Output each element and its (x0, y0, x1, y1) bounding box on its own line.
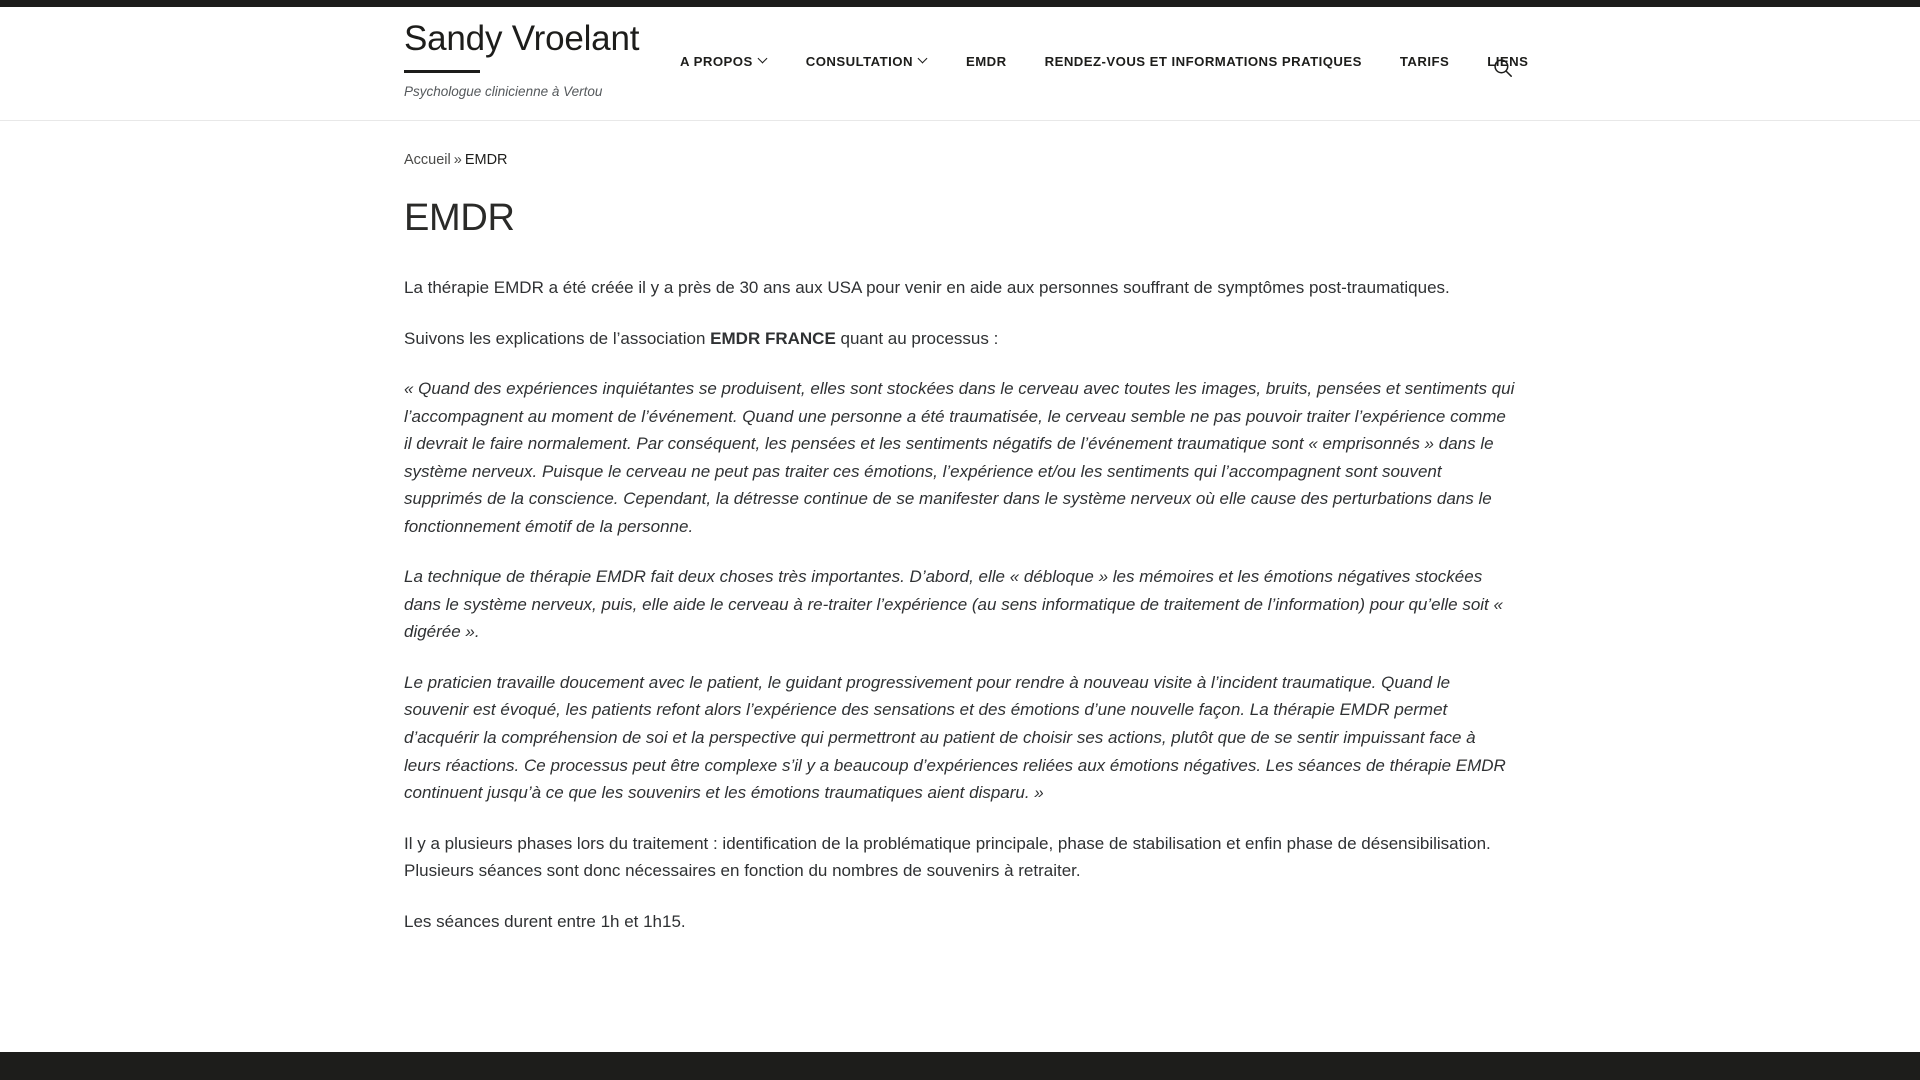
nav-item-a-propos[interactable] (680, 54, 787, 69)
site-title[interactable]: Sandy Vroelant (404, 19, 640, 58)
paragraph-text-after: quant au processus : (835, 328, 999, 348)
nav-item-emdr[interactable] (947, 54, 1026, 69)
nav-label: A PROPOS (680, 54, 753, 69)
nav-label: EMDR (965, 54, 1007, 69)
main-content (0, 122, 1920, 958)
quote-paragraph-3: Le praticien travaille doucement avec le patient, le guidant progressivement pour rendre à nouveau visite à l’incident traumatique. Quand le souvenir est évoqué, les patients refont alors l’expérience des sensations et des émotions d’une nouvelle façon. La thérapie EMDR permet d’acquérir la compréhension de soi et la perspective qui permettront au patient de choisir ses actions, plutôt que de se sentir impuissant face à leurs réactions. Ce processus peut être complexe s’il y a beaucoup d’expériences reliées aux émotions négatives. Les séances de thérapie EMDR continuent jusqu’à ce que les souvenirs et les émotions traumatiques aient disparu. » (404, 672, 1506, 803)
breadcrumb-home-link[interactable]: Accueil (404, 152, 451, 168)
search-icon[interactable] (1490, 55, 1516, 81)
article-body (404, 274, 1516, 935)
site-header (0, 7, 1920, 121)
brand-underline-rule (404, 70, 480, 73)
nav-item-consultation[interactable] (787, 54, 947, 69)
nav-item-tarifs[interactable] (1381, 54, 1468, 69)
breadcrumb-current: EMDR (464, 152, 508, 168)
site-tagline: Psychologue clinicienne à Vertou (404, 84, 603, 100)
quote-paragraph-2: La technique de thérapie EMDR fait deux choses très importantes. D’abord, elle « débloque » les mémoires et les émotions négatives stockées dans le système nerveux, puis, elle aide le cerveau à re-traiter l’expérience (au sens informatique de traitement de l’information) pour qu’elle soit « digérée ». (404, 567, 1503, 642)
paragraph-association-intro (404, 325, 1516, 353)
main-navigation (680, 54, 1547, 69)
site-branding[interactable] (404, 19, 684, 101)
nav-label: LIENS (1487, 54, 1529, 69)
breadcrumb-separator: » (453, 152, 462, 168)
emdr-france-emphasis: EMDR FRANCE (710, 328, 836, 348)
nav-label: TARIFS (1399, 54, 1450, 69)
paragraph-phases: Il y a plusieurs phases lors du traitement : identification de la problématique principale, phase de stabilisation et enfin phase de désensibilisation. Plusieurs séances sont donc nécessaires en fonction du nombres de souvenirs à retraiter. (404, 833, 1491, 881)
content-container (404, 122, 1516, 935)
nav-label: RENDEZ-VOUS ET INFORMATIONS PRATIQUES (1044, 54, 1362, 69)
nav-item-rendez-vous-et-informations-pratiques[interactable] (1026, 54, 1381, 69)
paragraph-intro: La thérapie EMDR a été créée il y a près de 30 ans aux USA pour venir en aide aux personnes souffrant de symptômes post-traumatiques. (404, 278, 1450, 298)
header-inner (0, 7, 1920, 120)
chevron-down-icon (759, 55, 768, 64)
top-accent-bar (0, 0, 1920, 7)
chevron-down-icon (919, 55, 928, 64)
breadcrumb (404, 150, 1516, 170)
site-footer (0, 1052, 1920, 1080)
quote-paragraph-1: « Quand des expériences inquiétantes se produisent, elles sont stockées dans le cerveau avec toutes les images, bruits, pensées et sentiments qui l’accompagnent au moment de l’événement. Quand une personne a été traumatisée, le cerveau semble ne pas pouvoir traiter l’expérience comme il devrait le faire normalement. Par conséquent, les pensées et les sentiments négatifs de l’événement traumatique sont « emprisonnés » dans le système nerveux. Puisque le cerveau ne peut pas traiter ces émotions, l’expérience et/ou les sentiments qui l’accompagnent sont souvent supprimés de la conscience. Cependant, la détresse continue de se manifester dans le système nerveux où elle cause des perturbations dans le fonctionnement émotif de la personne. (404, 379, 1515, 536)
paragraph-text-before: Suivons les explications de l’association (404, 328, 711, 348)
paragraph-duration: Les séances durent entre 1h et 1h15. (404, 911, 686, 931)
page-title: EMDR (404, 197, 515, 240)
nav-label: CONSULTATION (805, 54, 913, 69)
